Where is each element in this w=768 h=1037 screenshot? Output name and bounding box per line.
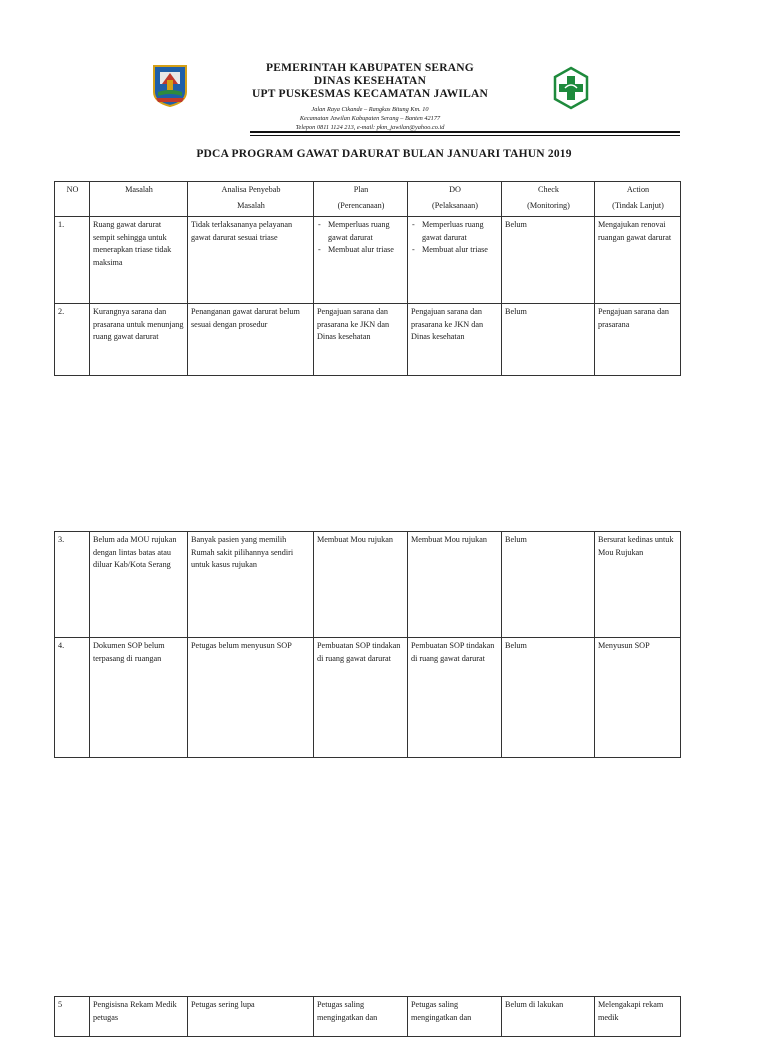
check-cell: Belum di lakukan bbox=[502, 997, 595, 1037]
letterhead-rule-thick bbox=[250, 131, 680, 133]
table-row bbox=[55, 304, 681, 376]
contact-line: Telepon 0811 1124 213, e-mail: pkm_jawilan@yahoo.co.id bbox=[295, 124, 445, 131]
header-analisa: Analisa Penyebab Masalah bbox=[188, 182, 314, 217]
row-number: 4. bbox=[55, 638, 90, 758]
action-cell: Menyusun SOP bbox=[595, 638, 681, 758]
plan-cell: Pengajuan sarana dan prasarana ke JKN dan Dinas kesehatan bbox=[314, 304, 408, 376]
analisa-cell: Banyak pasien yang memilih Rumah sakit pilihannya sendiri untuk kasus rujukan bbox=[188, 532, 314, 638]
letterhead bbox=[0, 0, 768, 140]
masalah-cell: Pengisisna Rekam Medik petugas bbox=[90, 997, 188, 1037]
row-number: 3. bbox=[55, 532, 90, 638]
plan-item: - Membuat alur triase bbox=[317, 244, 405, 257]
do-cell: Pengajuan sarana dan prasarana ke JKN dan Dinas kesehatan bbox=[408, 304, 502, 376]
check-cell: Belum bbox=[502, 304, 595, 376]
row-number: 1. bbox=[55, 217, 90, 304]
check-cell: Belum bbox=[502, 217, 595, 304]
masalah-cell: Kurangnya sarana dan prasarana untuk menunjang ruang gawat darurat bbox=[90, 304, 188, 376]
plan-item: - Memperluas ruang gawat darurat bbox=[317, 219, 405, 244]
pdca-table-part-2 bbox=[54, 531, 681, 758]
masalah-cell: Ruang gawat darurat sempit sehingga untuk menerapkan triase tidak maksima bbox=[90, 217, 188, 304]
do-item: - Membuat alur triase bbox=[411, 244, 499, 257]
agency-name: DINAS KESEHATAN bbox=[313, 75, 427, 87]
puskesmas-cross-icon bbox=[552, 66, 590, 110]
header-no: NO bbox=[55, 182, 90, 217]
pdca-table-part-3 bbox=[54, 996, 681, 1037]
plan-cell: Membuat Mou rujukan bbox=[314, 532, 408, 638]
table-header-row bbox=[55, 182, 681, 217]
analisa-cell: Petugas sering lupa bbox=[188, 997, 314, 1037]
row-number: 5 bbox=[55, 997, 90, 1037]
action-cell: Mengajukan renovai ruangan gawat darurat bbox=[595, 217, 681, 304]
address-line-2: Kecamatan Jawilan Kabupaten Serang – Banten 42177 bbox=[299, 115, 441, 122]
plan-cell: Pembuatan SOP tindakan di ruang gawat darurat bbox=[314, 638, 408, 758]
analisa-cell: Petugas belum menyusun SOP bbox=[188, 638, 314, 758]
document-title: PDCA PROGRAM GAWAT DARURAT BULAN JANUARI TAHUN 2019 bbox=[196, 148, 572, 160]
plan-cell: Petugas saling mengingatkan dan bbox=[314, 997, 408, 1037]
institution-name: UPT PUSKESMAS KECAMATAN JAWILAN bbox=[252, 88, 488, 100]
letterhead-rule-thin bbox=[250, 135, 680, 136]
header-masalah: Masalah bbox=[90, 182, 188, 217]
action-cell: Bersurat kedinas untuk Mou Rujukan bbox=[595, 532, 681, 638]
header-do: DO (Pelaksanaan) bbox=[408, 182, 502, 217]
row-number: 2. bbox=[55, 304, 90, 376]
table-row bbox=[55, 532, 681, 638]
do-item: - Memperluas ruang gawat darurat bbox=[411, 219, 499, 244]
table-row bbox=[55, 997, 681, 1037]
masalah-cell: Dokumen SOP belum terpasang di ruangan bbox=[90, 638, 188, 758]
analisa-cell: Tidak terlaksananya pelayanan gawat darurat sesuai triase bbox=[188, 217, 314, 304]
header-check: Check (Monitoring) bbox=[502, 182, 595, 217]
do-cell: Petugas saling mengingatkan dan bbox=[408, 997, 502, 1037]
plan-cell bbox=[314, 217, 408, 304]
analisa-cell: Penanganan gawat darurat belum sesuai dengan prosedur bbox=[188, 304, 314, 376]
do-cell: Pembuatan SOP tindakan di ruang gawat darurat bbox=[408, 638, 502, 758]
check-cell: Belum bbox=[502, 638, 595, 758]
masalah-cell: Belum ada MOU rujukan dengan lintas batas atau diluar Kab/Kota Serang bbox=[90, 532, 188, 638]
action-cell: Melengakapi rekam medik bbox=[595, 997, 681, 1037]
do-cell bbox=[408, 217, 502, 304]
do-cell: Membuat Mou rujukan bbox=[408, 532, 502, 638]
table-row bbox=[55, 217, 681, 304]
check-cell: Belum bbox=[502, 532, 595, 638]
header-plan: Plan (Perencanaan) bbox=[314, 182, 408, 217]
header-action: Action (Tindak Lanjut) bbox=[595, 182, 681, 217]
government-name: PEMERINTAH KABUPATEN SERANG bbox=[266, 62, 474, 74]
letterhead-text bbox=[200, 62, 540, 132]
regency-emblem-icon bbox=[152, 64, 188, 108]
pdca-table-part-1 bbox=[54, 181, 681, 376]
action-cell: Pengajuan sarana dan prasarana bbox=[595, 304, 681, 376]
table-row bbox=[55, 638, 681, 758]
address-line-1: Jalan Raya Cikande – Rangkas Bitung Km. 10 bbox=[311, 106, 429, 113]
